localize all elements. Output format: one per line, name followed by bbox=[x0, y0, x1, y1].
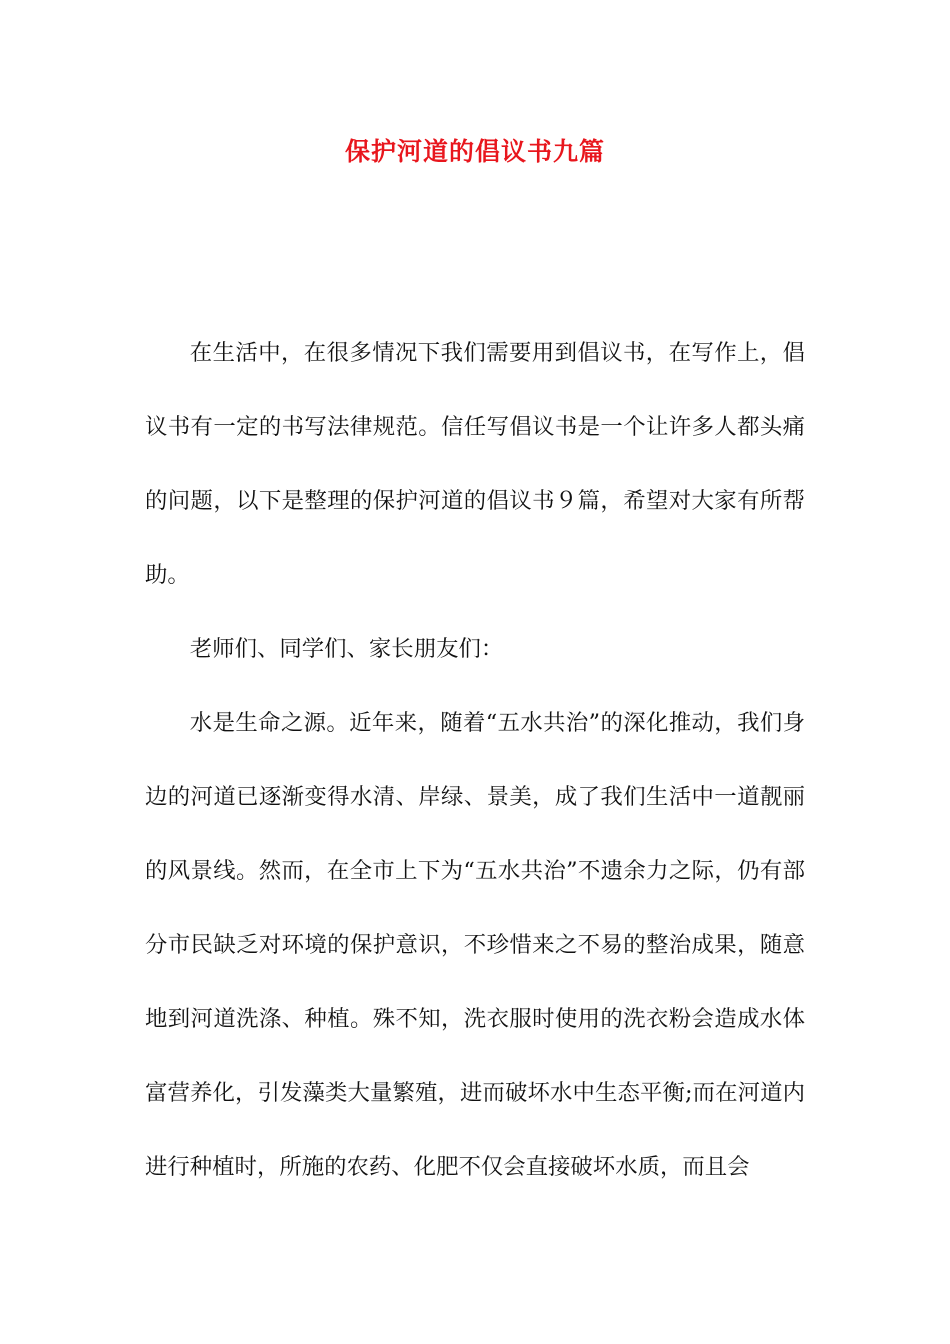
salutation-paragraph: 老师们、同学们、家长朋友们： bbox=[189, 636, 504, 662]
document-body bbox=[145, 316, 805, 1204]
intro-paragraph: 在生活中，在很多情况下我们需要用到倡议书，在写作上，倡议书有一定的书写法律规范。信任写倡议书是一个让许多人都头痛的问题，以下是整理的保护河道的倡议书９篇，希望对大家有所帮助。 bbox=[145, 340, 805, 588]
document-title: 保护河道的倡议书九篇 bbox=[344, 137, 605, 166]
main-paragraph: 水是生命之源。近年来，随着“五水共治”的深化推动，我们身边的河道已逐渐变得水清、岸绿、景美，成了我们生活中一道靓丽的风景线。然而，在全市上下为“五水共治”不遗余力之际，仍有部分市民缺乏对环境的保护意识，不珍惜来之不易的整治成果，随意地到河道洗涤、种植。殊不知，洗衣服时使用的洗衣粉会造成水体富营养化，引发藻类大量繁殖，进而破坏水中生态平衡;而在河道内进行种植时，所施的农药、化肥不仅会直接破坏水质，而且会 bbox=[145, 710, 805, 1180]
